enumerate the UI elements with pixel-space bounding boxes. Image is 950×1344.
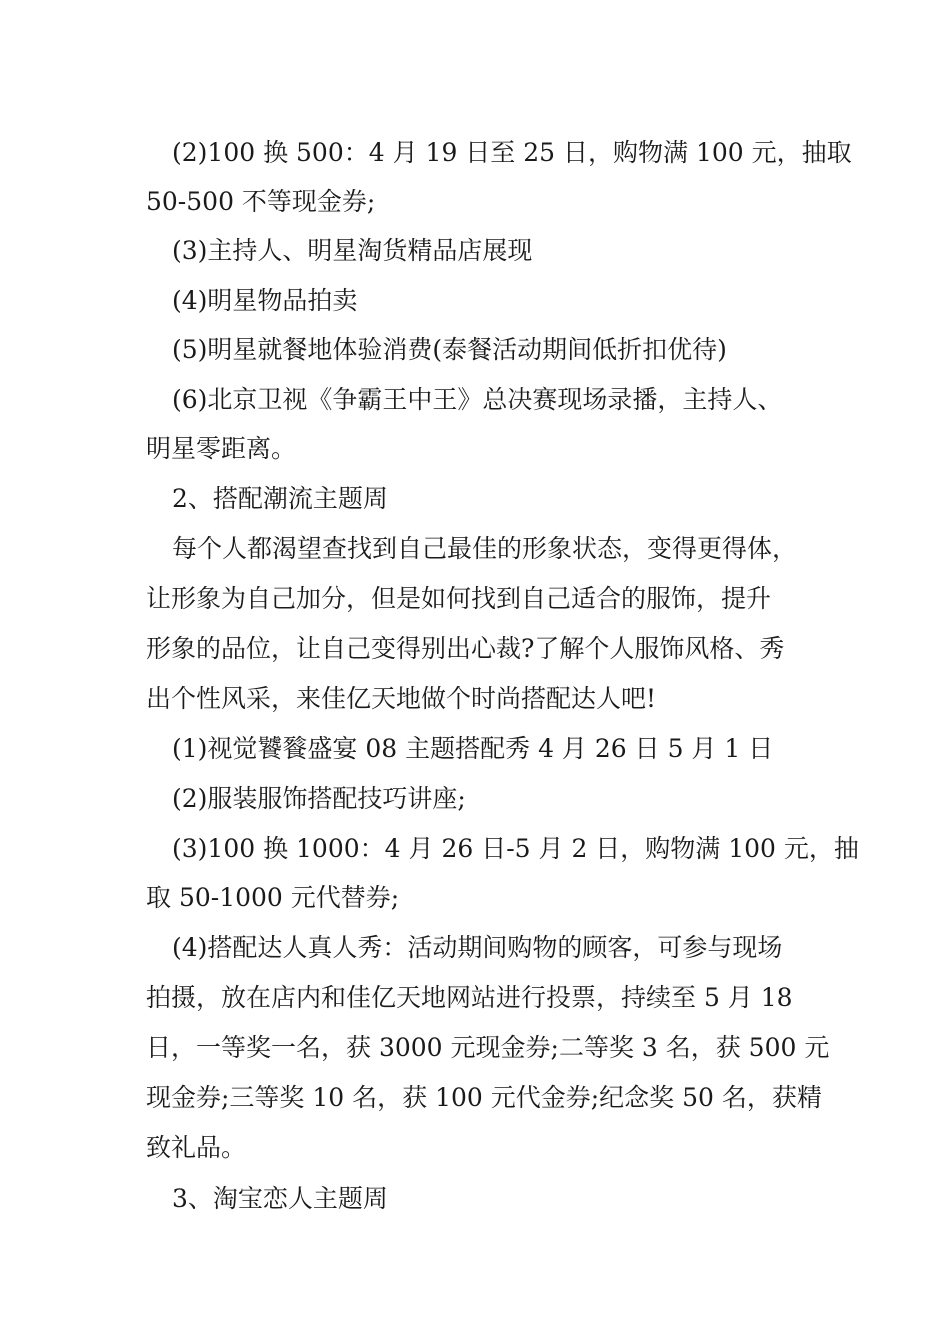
paragraph-line: (4)明星物品拍卖 xyxy=(172,286,358,315)
paragraph-line: 形象的品位，让自己变得别出心裁?了解个人服饰风格、秀 xyxy=(146,634,785,663)
paragraph-line: 取 50-1000 元代替券; xyxy=(146,883,400,912)
paragraph-line: 50-500 不等现金券; xyxy=(146,187,376,216)
paragraph-line: (2)服装服饰搭配技巧讲座; xyxy=(172,784,466,813)
paragraph-line: 现金券;三等奖 10 名，获 100 元代金券;纪念奖 50 名，获精 xyxy=(146,1083,822,1112)
section-heading: 2、搭配潮流主题周 xyxy=(172,484,388,513)
paragraph-line: 明星零距离。 xyxy=(146,434,297,463)
paragraph-line: (2)100 换 500：4 月 19 日至 25 日，购物满 100 元，抽取 xyxy=(172,138,852,167)
paragraph-line: 日，一等奖一名，获 3000 元现金券;二等奖 3 名，获 500 元 xyxy=(146,1033,830,1062)
section-heading: 3、淘宝恋人主题周 xyxy=(172,1184,388,1213)
paragraph-line: (3)100 换 1000：4 月 26 日-5 月 2 日，购物满 100 元，抽 xyxy=(172,834,859,863)
paragraph-line: (5)明星就餐地体验消费(泰餐活动期间低折扣优待) xyxy=(172,335,727,364)
paragraph-line: 每个人都渴望查找到自己最佳的形象状态，变得更得体， xyxy=(172,534,798,563)
paragraph-line: (1)视觉饕餮盛宴 08 主题搭配秀 4 月 26 日 5 月 1 日 xyxy=(172,734,774,763)
paragraph-line: (4)搭配达人真人秀：活动期间购物的顾客，可参与现场 xyxy=(172,933,783,962)
paragraph-line: (3)主持人、明星淘货精品店展现 xyxy=(172,236,533,265)
paragraph-line: 拍摄，放在店内和佳亿天地网站进行投票，持续至 5 月 18 xyxy=(146,983,793,1012)
paragraph-line: 致礼品。 xyxy=(146,1133,247,1162)
paragraph-line: (6)北京卫视《争霸王中王》总决赛现场录播，主持人、 xyxy=(172,385,783,414)
paragraph-line: 出个性风采，来佳亿天地做个时尚搭配达人吧! xyxy=(146,684,657,713)
paragraph-line: 让形象为自己加分，但是如何找到自己适合的服饰，提升 xyxy=(146,584,772,613)
